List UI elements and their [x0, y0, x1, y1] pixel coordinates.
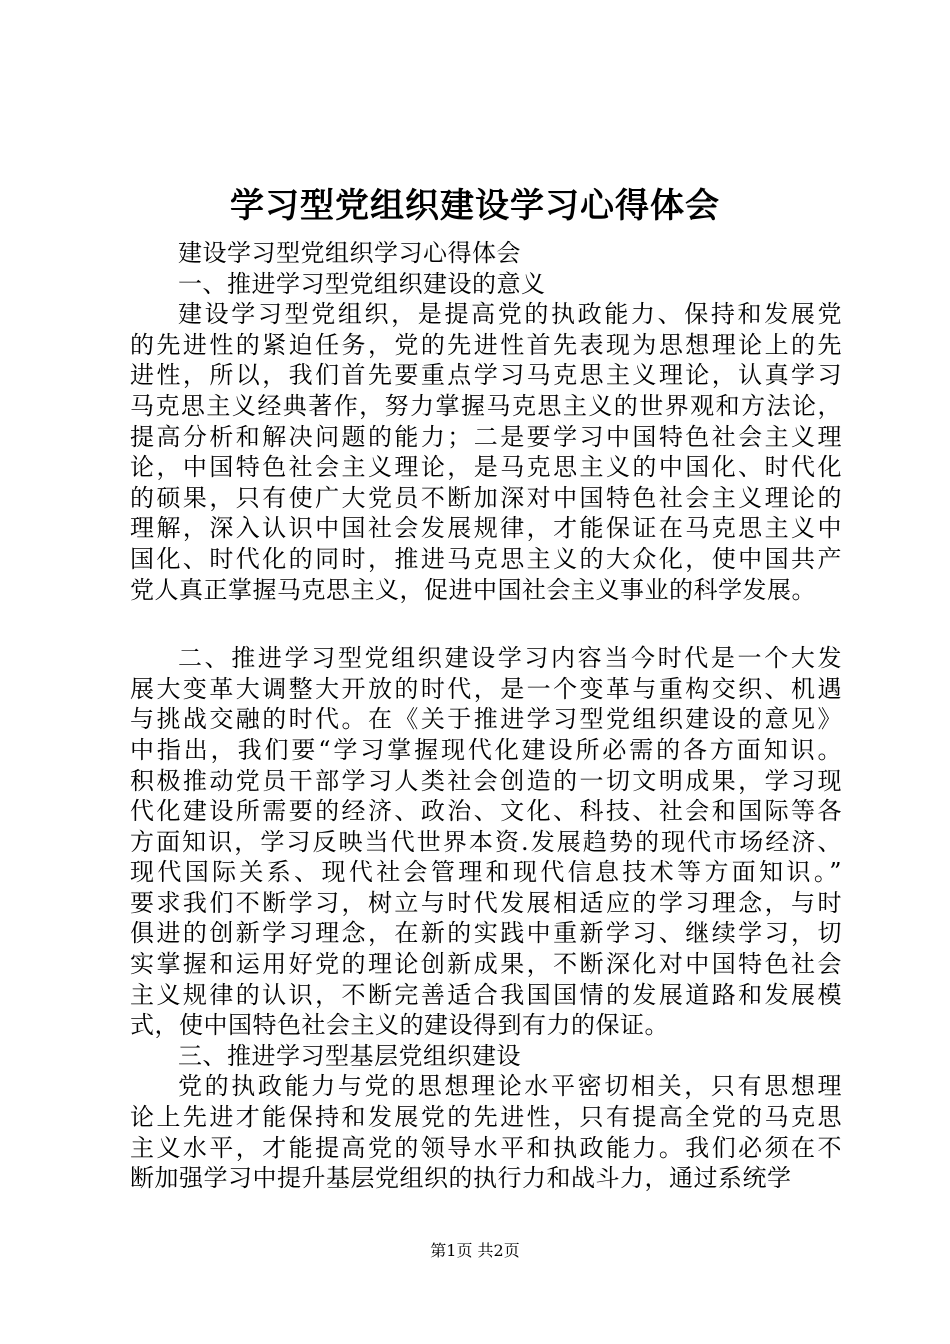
- text-line: 论上先进才能保持和发展党的先进性，只有提高全党的马克思: [130, 1103, 842, 1132]
- text-line: 理解，深入认识中国社会发展规律，才能保证在马克思主义中: [130, 514, 842, 543]
- paragraph: [130, 269, 842, 300]
- text-line: 展大变革大调整大开放的时代，是一个变革与重构交织、机遇: [130, 674, 842, 703]
- text-line: 的硕果，只有使广大党员不断加深对中国特色社会主义理论的: [130, 483, 842, 512]
- text-line: 党的执政能力与党的思想理论水平密切相关，只有思想理: [178, 1072, 842, 1101]
- text-line: 三、推进学习型基层党组织建设: [178, 1041, 521, 1070]
- paragraph: [130, 238, 842, 269]
- text-line: 建设学习型党组织，是提高党的执政能力、保持和发展党: [178, 300, 842, 329]
- document-title: 学习型党组织建设学习心得体会: [230, 186, 720, 226]
- text-line: 断加强学习中提升基层党组织的执行力和战斗力，通过系统学: [130, 1164, 792, 1193]
- text-line: 进性，所以，我们首先要重点学习马克思主义理论，认真学习: [130, 361, 842, 390]
- page-footer: 第1页 共2页: [430, 1241, 520, 1260]
- text-line: 积极推动党员干部学习人类社会创造的一切文明成果，学习现: [130, 766, 842, 795]
- text-line: 主义规律的认识，不断完善适合我国国情的发展道路和发展模: [130, 980, 842, 1009]
- document-body: [130, 238, 842, 1194]
- text-line: 建设学习型党组织学习心得体会: [178, 239, 521, 267]
- paragraph-gap: [130, 605, 842, 643]
- text-line: 代化建设所需要的经济、政治、文化、科技、社会和国际等各: [130, 797, 842, 826]
- text-line: 二、推进学习型党组织建设学习内容当今时代是一个大发: [178, 644, 842, 673]
- paragraph: [130, 1071, 842, 1193]
- text-line: 方面知识，学习反映当代世界本资.发展趋势的现代市场经济、: [130, 827, 842, 856]
- text-line: 论，中国特色社会主义理论，是马克思主义的中国化、时代化: [130, 453, 842, 482]
- text-line: 一、推进学习型党组织建设的意义: [178, 269, 546, 298]
- paragraph: [130, 643, 842, 1041]
- text-line: 主义水平，才能提高党的领导水平和执政能力。我们必须在不: [130, 1133, 842, 1162]
- paragraph: [130, 299, 842, 605]
- text-line: 马克思主义经典著作，努力掌握马克思主义的世界观和方法论，: [130, 391, 842, 420]
- text-line: 提高分析和解决问题的能力；二是要学习中国特色社会主义理: [130, 422, 842, 451]
- text-line: 俱进的创新学习理念，在新的实践中重新学习、继续学习，切: [130, 919, 842, 948]
- text-line: 国化、时代化的同时，推进马克思主义的大众化，使中国共产: [130, 544, 842, 573]
- text-line: 与挑战交融的时代。在《关于推进学习型党组织建设的意见》: [130, 705, 842, 734]
- text-line: 式，使中国特色社会主义的建设得到有力的保证。: [130, 1011, 669, 1040]
- text-line: 的先进性的紧迫任务，党的先进性首先表现为思想理论上的先: [130, 330, 842, 359]
- text-line: 实掌握和运用好党的理论创新成果，不断深化对中国特色社会: [130, 950, 842, 979]
- text-line: 党人真正掌握马克思主义，促进中国社会主义事业的科学发展。: [130, 575, 816, 604]
- text-line: 中指出，我们要“学习掌握现代化建设所必需的各方面知识。: [130, 735, 842, 764]
- text-line: 现代国际关系、现代社会管理和现代信息技术等方面知识。”: [130, 858, 842, 887]
- text-line: 要求我们不断学习，树立与时代发展相适应的学习理念，与时: [130, 888, 842, 917]
- paragraph: [130, 1041, 842, 1072]
